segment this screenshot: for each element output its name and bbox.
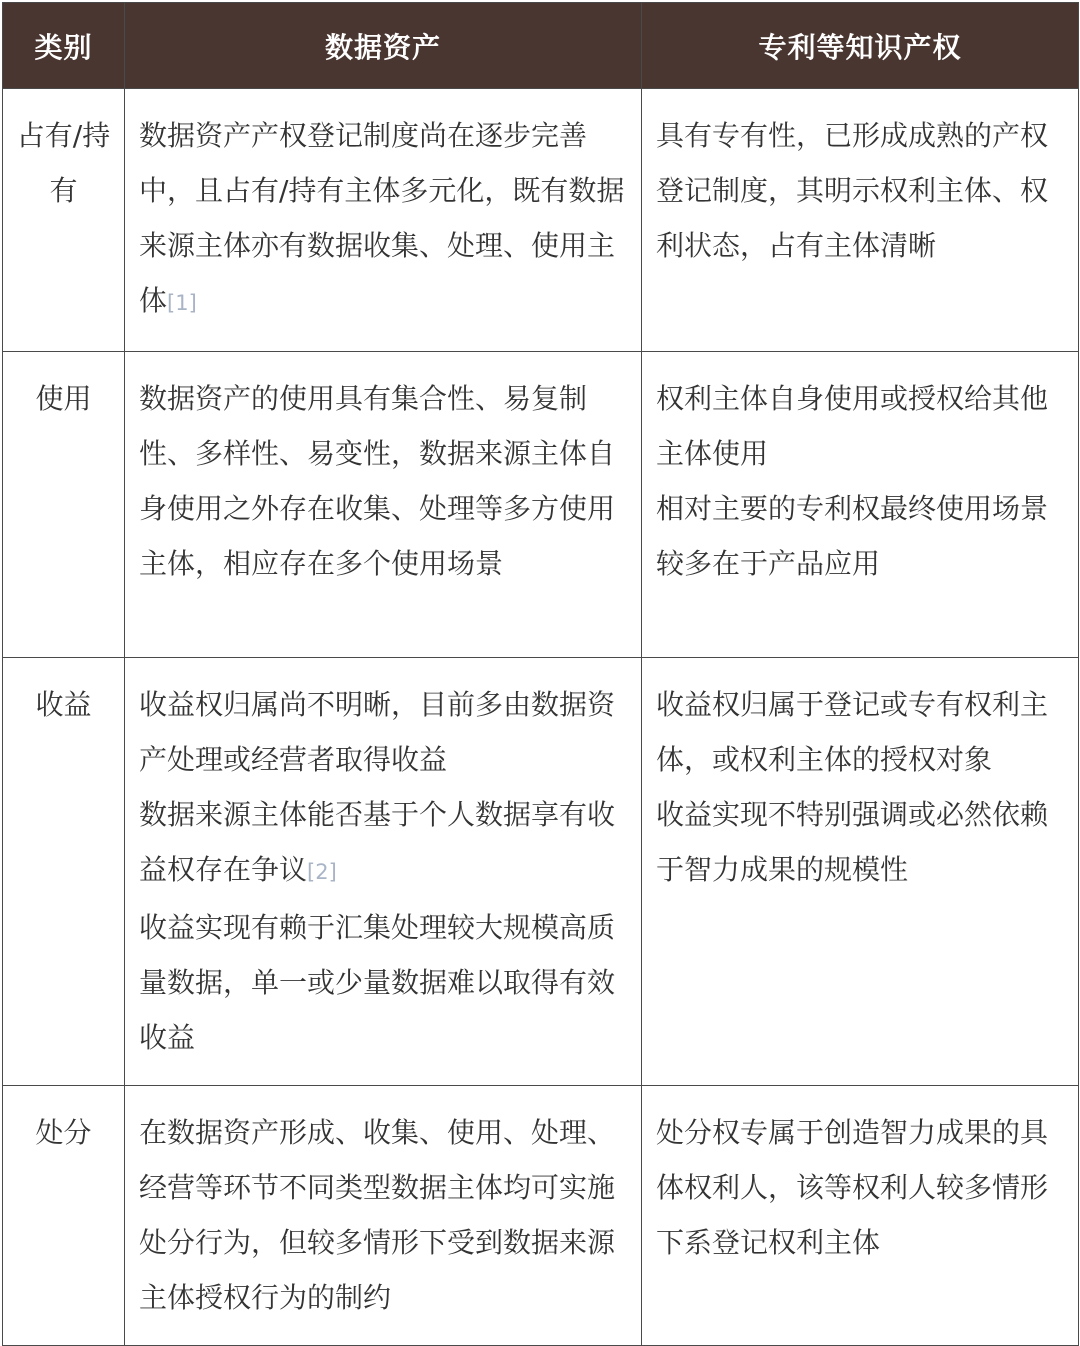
cell-text: 相对主要的专利权最终使用场景较多在于产品应用 bbox=[656, 492, 1049, 580]
comparison-table bbox=[2, 2, 1079, 1346]
header-category: 类别 bbox=[3, 3, 125, 89]
cell-text: 收益实现不特别强调或必然依赖于智力成果的规模性 bbox=[656, 798, 1049, 886]
cell-text: 数据资产的使用具有集合性、易复制性、多样性、易变性，数据来源主体自身使用之外存在收集、处理等多方使用主体，相应存在多个使用场景 bbox=[139, 382, 616, 580]
ip-cell bbox=[642, 89, 1079, 352]
table-header-row bbox=[3, 3, 1079, 89]
cell-text: 具有专有性，已形成成熟的产权登记制度，其明示权利主体、权利状态，占有主体清晰 bbox=[656, 119, 1049, 262]
category-cell: 占有/持有 bbox=[3, 89, 125, 352]
footnote-ref[interactable]: [1] bbox=[167, 291, 197, 315]
footnote-ref[interactable]: [2] bbox=[307, 860, 337, 884]
category-cell: 使用 bbox=[3, 352, 125, 658]
table-row bbox=[3, 89, 1079, 352]
data-asset-cell bbox=[125, 658, 642, 1086]
cell-text: 在数据资产形成、收集、使用、处理、经营等环节不同类型数据主体均可实施处分行为，但较多情形下受到数据来源主体授权行为的制约 bbox=[139, 1116, 616, 1314]
cell-text: 收益权归属尚不明晰，目前多由数据资产处理或经营者取得收益 bbox=[139, 688, 616, 776]
header-ip: 专利等知识产权 bbox=[642, 3, 1079, 89]
cell-text: 权利主体自身使用或授权给其他主体使用 bbox=[656, 382, 1049, 470]
cell-paragraph bbox=[139, 787, 627, 900]
data-asset-cell bbox=[125, 89, 642, 352]
cell-text: 数据来源主体能否基于个人数据享有收益权存在争议 bbox=[139, 798, 616, 886]
category-cell: 收益 bbox=[3, 658, 125, 1086]
cell-text: 收益权归属于登记或专有权利主体，或权利主体的授权对象 bbox=[656, 688, 1049, 776]
ip-cell bbox=[642, 658, 1079, 1086]
header-data-asset: 数据资产 bbox=[125, 3, 642, 89]
category-cell: 处分 bbox=[3, 1086, 125, 1346]
table-row bbox=[3, 352, 1079, 658]
cell-text: 处分权专属于创造智力成果的具体权利人，该等权利人较多情形下系登记权利主体 bbox=[656, 1116, 1049, 1259]
data-asset-cell bbox=[125, 352, 642, 658]
ip-cell bbox=[642, 352, 1079, 658]
table-row bbox=[3, 658, 1079, 1086]
cell-text: 数据资产产权登记制度尚在逐步完善中，且占有/持有主体多元化，既有数据来源主体亦有数据收集、处理、使用主体 bbox=[139, 119, 625, 317]
cell-text: 收益实现有赖于汇集处理较大规模高质量数据，单一或少量数据难以取得有效收益 bbox=[139, 911, 616, 1054]
